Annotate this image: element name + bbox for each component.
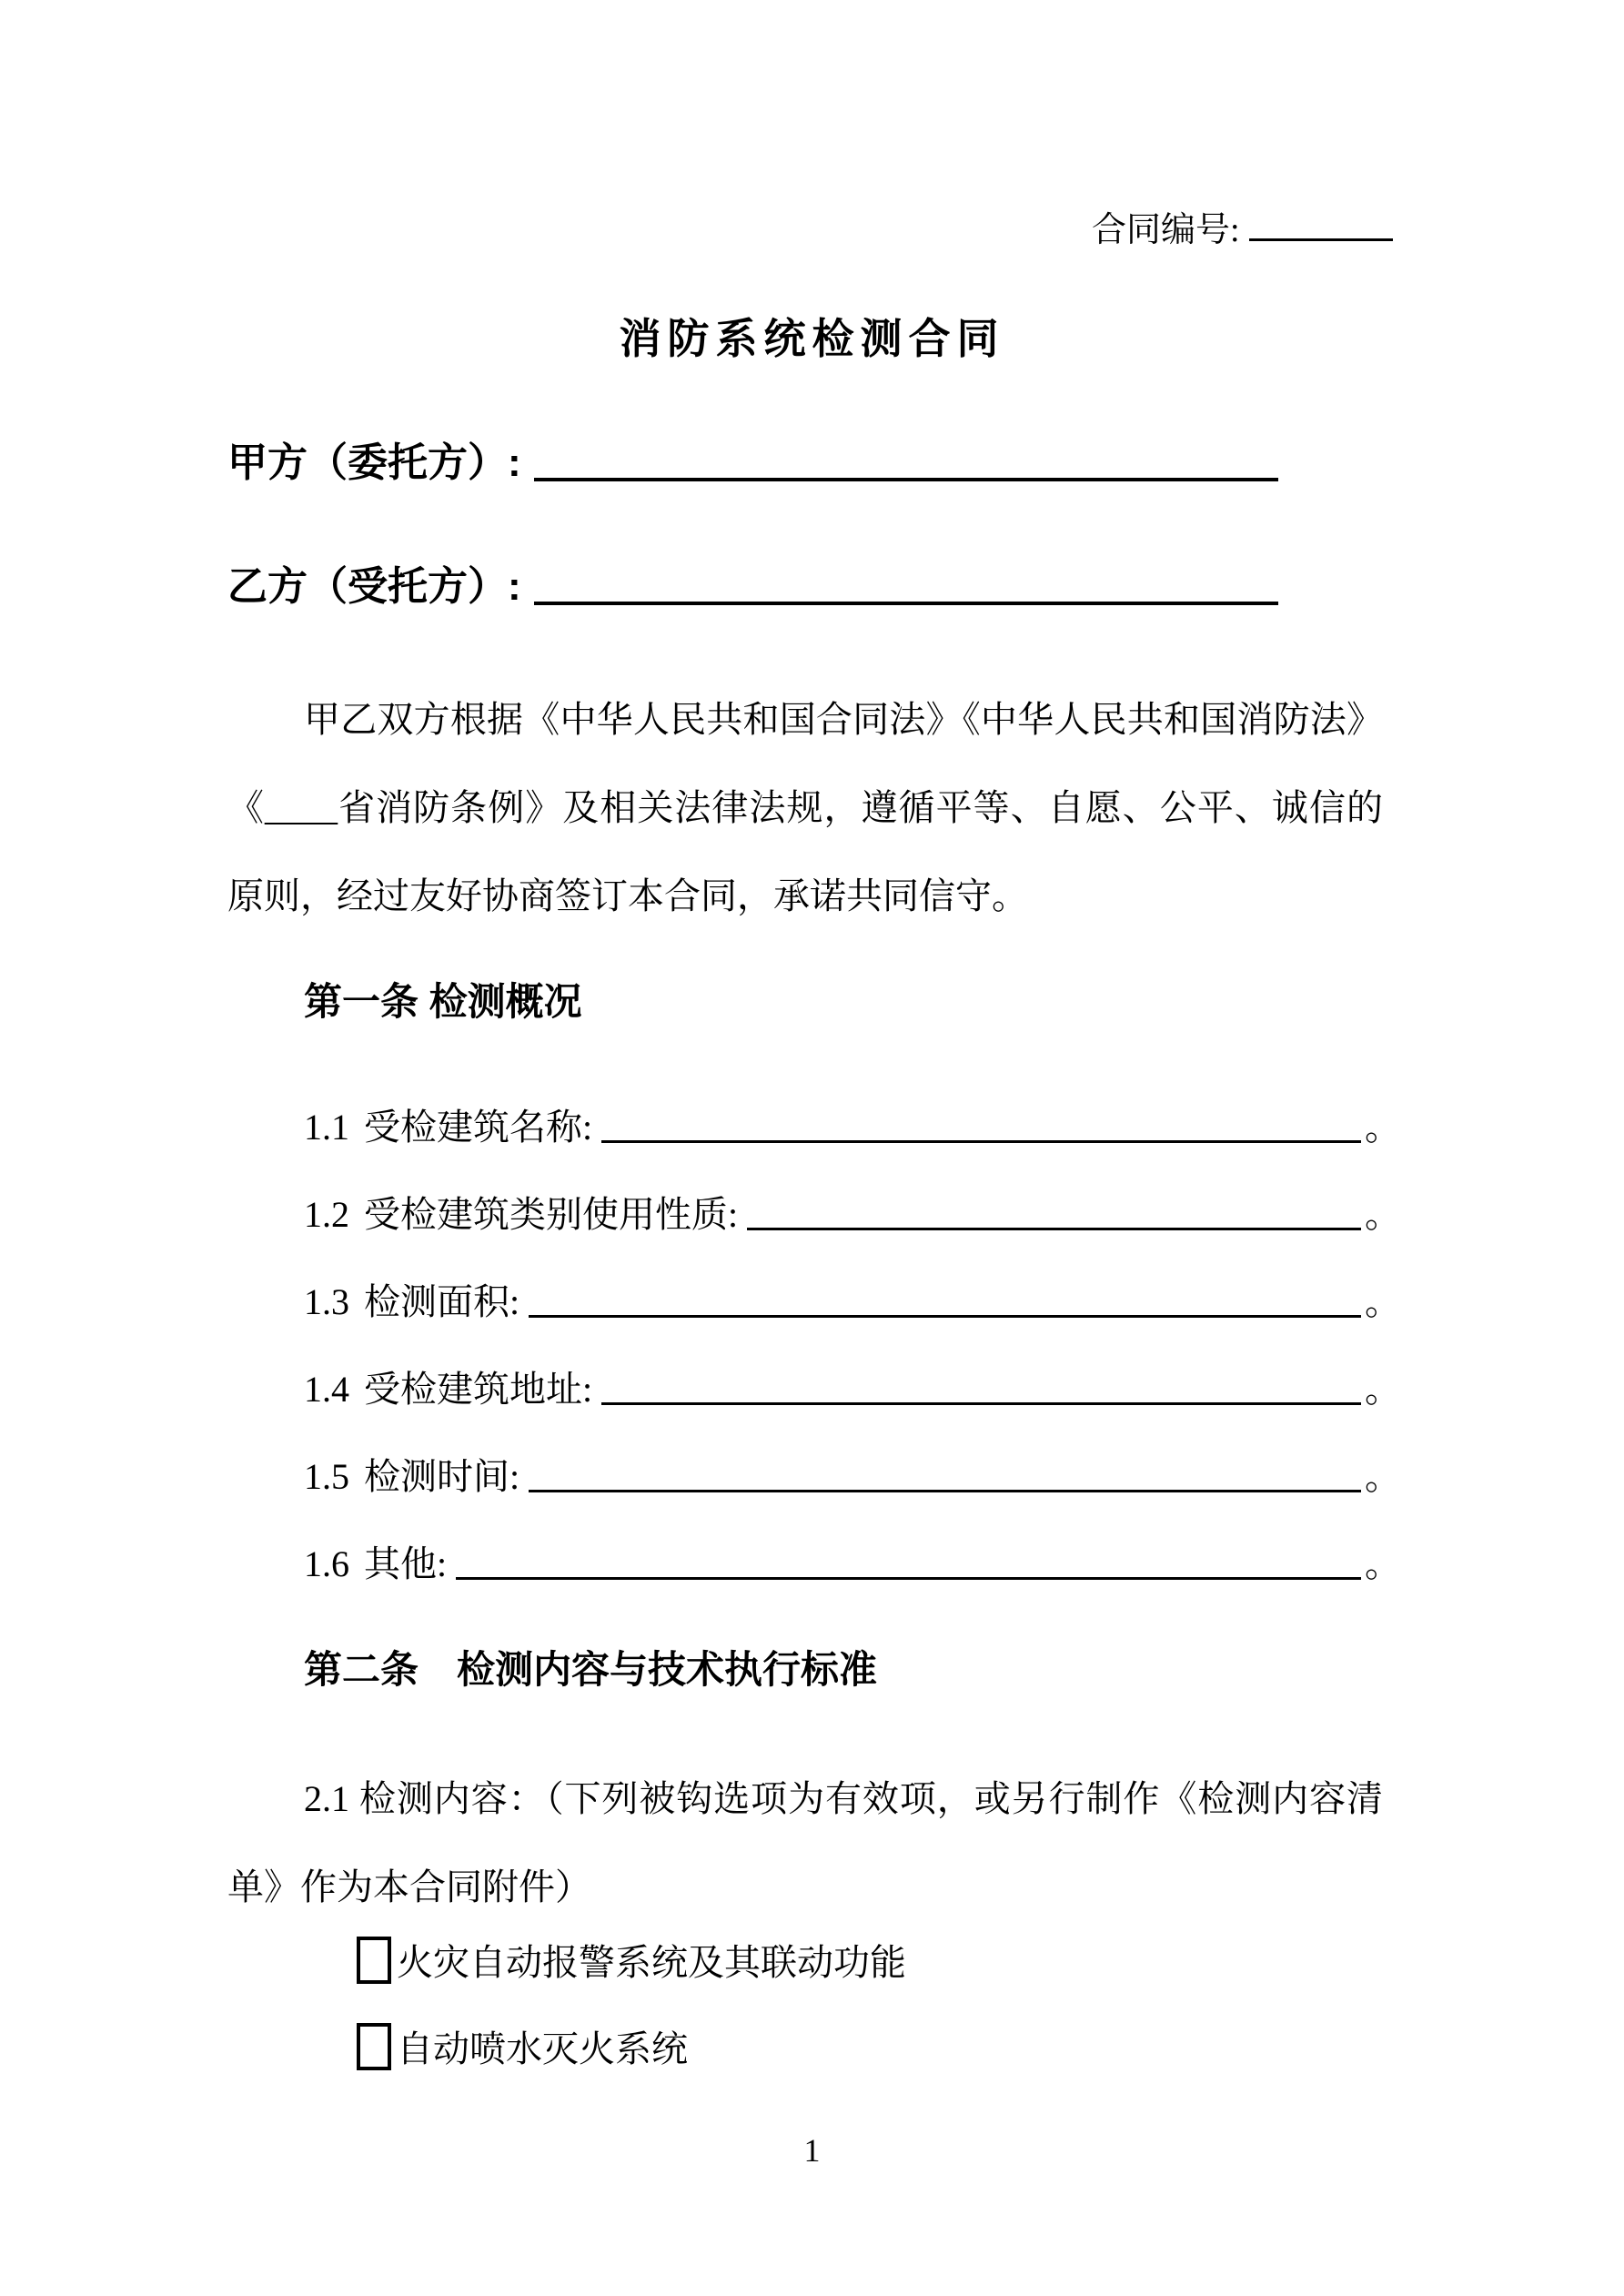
- item-number: 1.5: [304, 1456, 349, 1497]
- checkbox-fire-alarm[interactable]: [357, 1937, 391, 1984]
- item-period: 。: [1365, 1194, 1401, 1235]
- item-number: 1.6: [304, 1543, 349, 1584]
- party-a-blank[interactable]: [534, 478, 1278, 481]
- contract-number-line: [1092, 206, 1393, 251]
- item-blank-building-address[interactable]: [601, 1402, 1361, 1405]
- item-label: 其他:: [364, 1543, 448, 1584]
- item-label: 检测时间:: [364, 1456, 520, 1497]
- item-label: 受检建筑类别使用性质:: [364, 1194, 739, 1235]
- clause-2-1: 2.1 检测内容：（下列被钩选项为有效项，或另行制作《检测内容清单》作为本合同附件）: [227, 1778, 1383, 1907]
- checkbox-sprinkler[interactable]: [357, 2023, 391, 2070]
- page-title: 消防系统检测合同: [619, 316, 1005, 362]
- contract-number-blank[interactable]: [1249, 206, 1393, 241]
- item-period: 。: [1365, 1281, 1401, 1322]
- item-period: 。: [1365, 1369, 1401, 1410]
- item-blank-building-category[interactable]: [747, 1228, 1361, 1230]
- party-a-label: 甲方（委托方）:: [227, 440, 521, 485]
- item-blank-inspection-area[interactable]: [529, 1315, 1361, 1318]
- item-row-inspection-time: [304, 1454, 1401, 1500]
- item-number: 1.1: [304, 1107, 349, 1148]
- item-row-building-name: [304, 1105, 1401, 1150]
- item-number: 1.3: [304, 1281, 349, 1322]
- party-b-label: 乙方（受托方）:: [227, 564, 521, 609]
- item-label: 受检建筑地址:: [364, 1369, 593, 1410]
- item-blank-building-name[interactable]: [601, 1140, 1361, 1143]
- item-period: 。: [1365, 1456, 1401, 1497]
- checkbox-label-fire-alarm: 火灾自动报警系统及其联动功能: [397, 1942, 906, 1983]
- party-a-row: [227, 439, 1278, 488]
- item-period: 。: [1365, 1543, 1401, 1584]
- checkbox-row-sprinkler-system: [357, 2023, 688, 2070]
- item-blank-inspection-time[interactable]: [529, 1490, 1361, 1492]
- contract-number-label: 合同编号:: [1092, 211, 1240, 249]
- item-label: 检测面积:: [364, 1281, 520, 1322]
- item-row-other: [304, 1542, 1401, 1587]
- party-b-row: [227, 562, 1278, 612]
- checkbox-row-fire-alarm-system: [357, 1937, 906, 1984]
- item-period: 。: [1365, 1107, 1401, 1148]
- item-blank-other[interactable]: [456, 1577, 1361, 1580]
- item-label: 受检建筑名称:: [364, 1107, 593, 1148]
- item-row-building-address: [304, 1367, 1401, 1412]
- article-1-heading: 第一条 检测概况: [304, 980, 582, 1023]
- party-b-blank[interactable]: [534, 602, 1278, 605]
- article-2-heading: 第二条 检测内容与技术执行标准: [304, 1648, 878, 1691]
- page-number: 1: [803, 2132, 821, 2169]
- item-number: 1.4: [304, 1369, 349, 1410]
- item-number: 1.2: [304, 1194, 349, 1235]
- item-row-building-category: [304, 1192, 1401, 1238]
- checkbox-label-sprinkler: 自动喷水灭火系统: [397, 2028, 688, 2069]
- item-row-inspection-area: [304, 1279, 1401, 1325]
- preamble-paragraph: 甲乙双方根据《中华人民共和国合同法》《中华人民共和国消防法》《____省消防条例》及相关法律法规，遵循平等、自愿、公平、诚信的原则，经过友好协商签订本合同，承诺共同信守。: [227, 699, 1383, 916]
